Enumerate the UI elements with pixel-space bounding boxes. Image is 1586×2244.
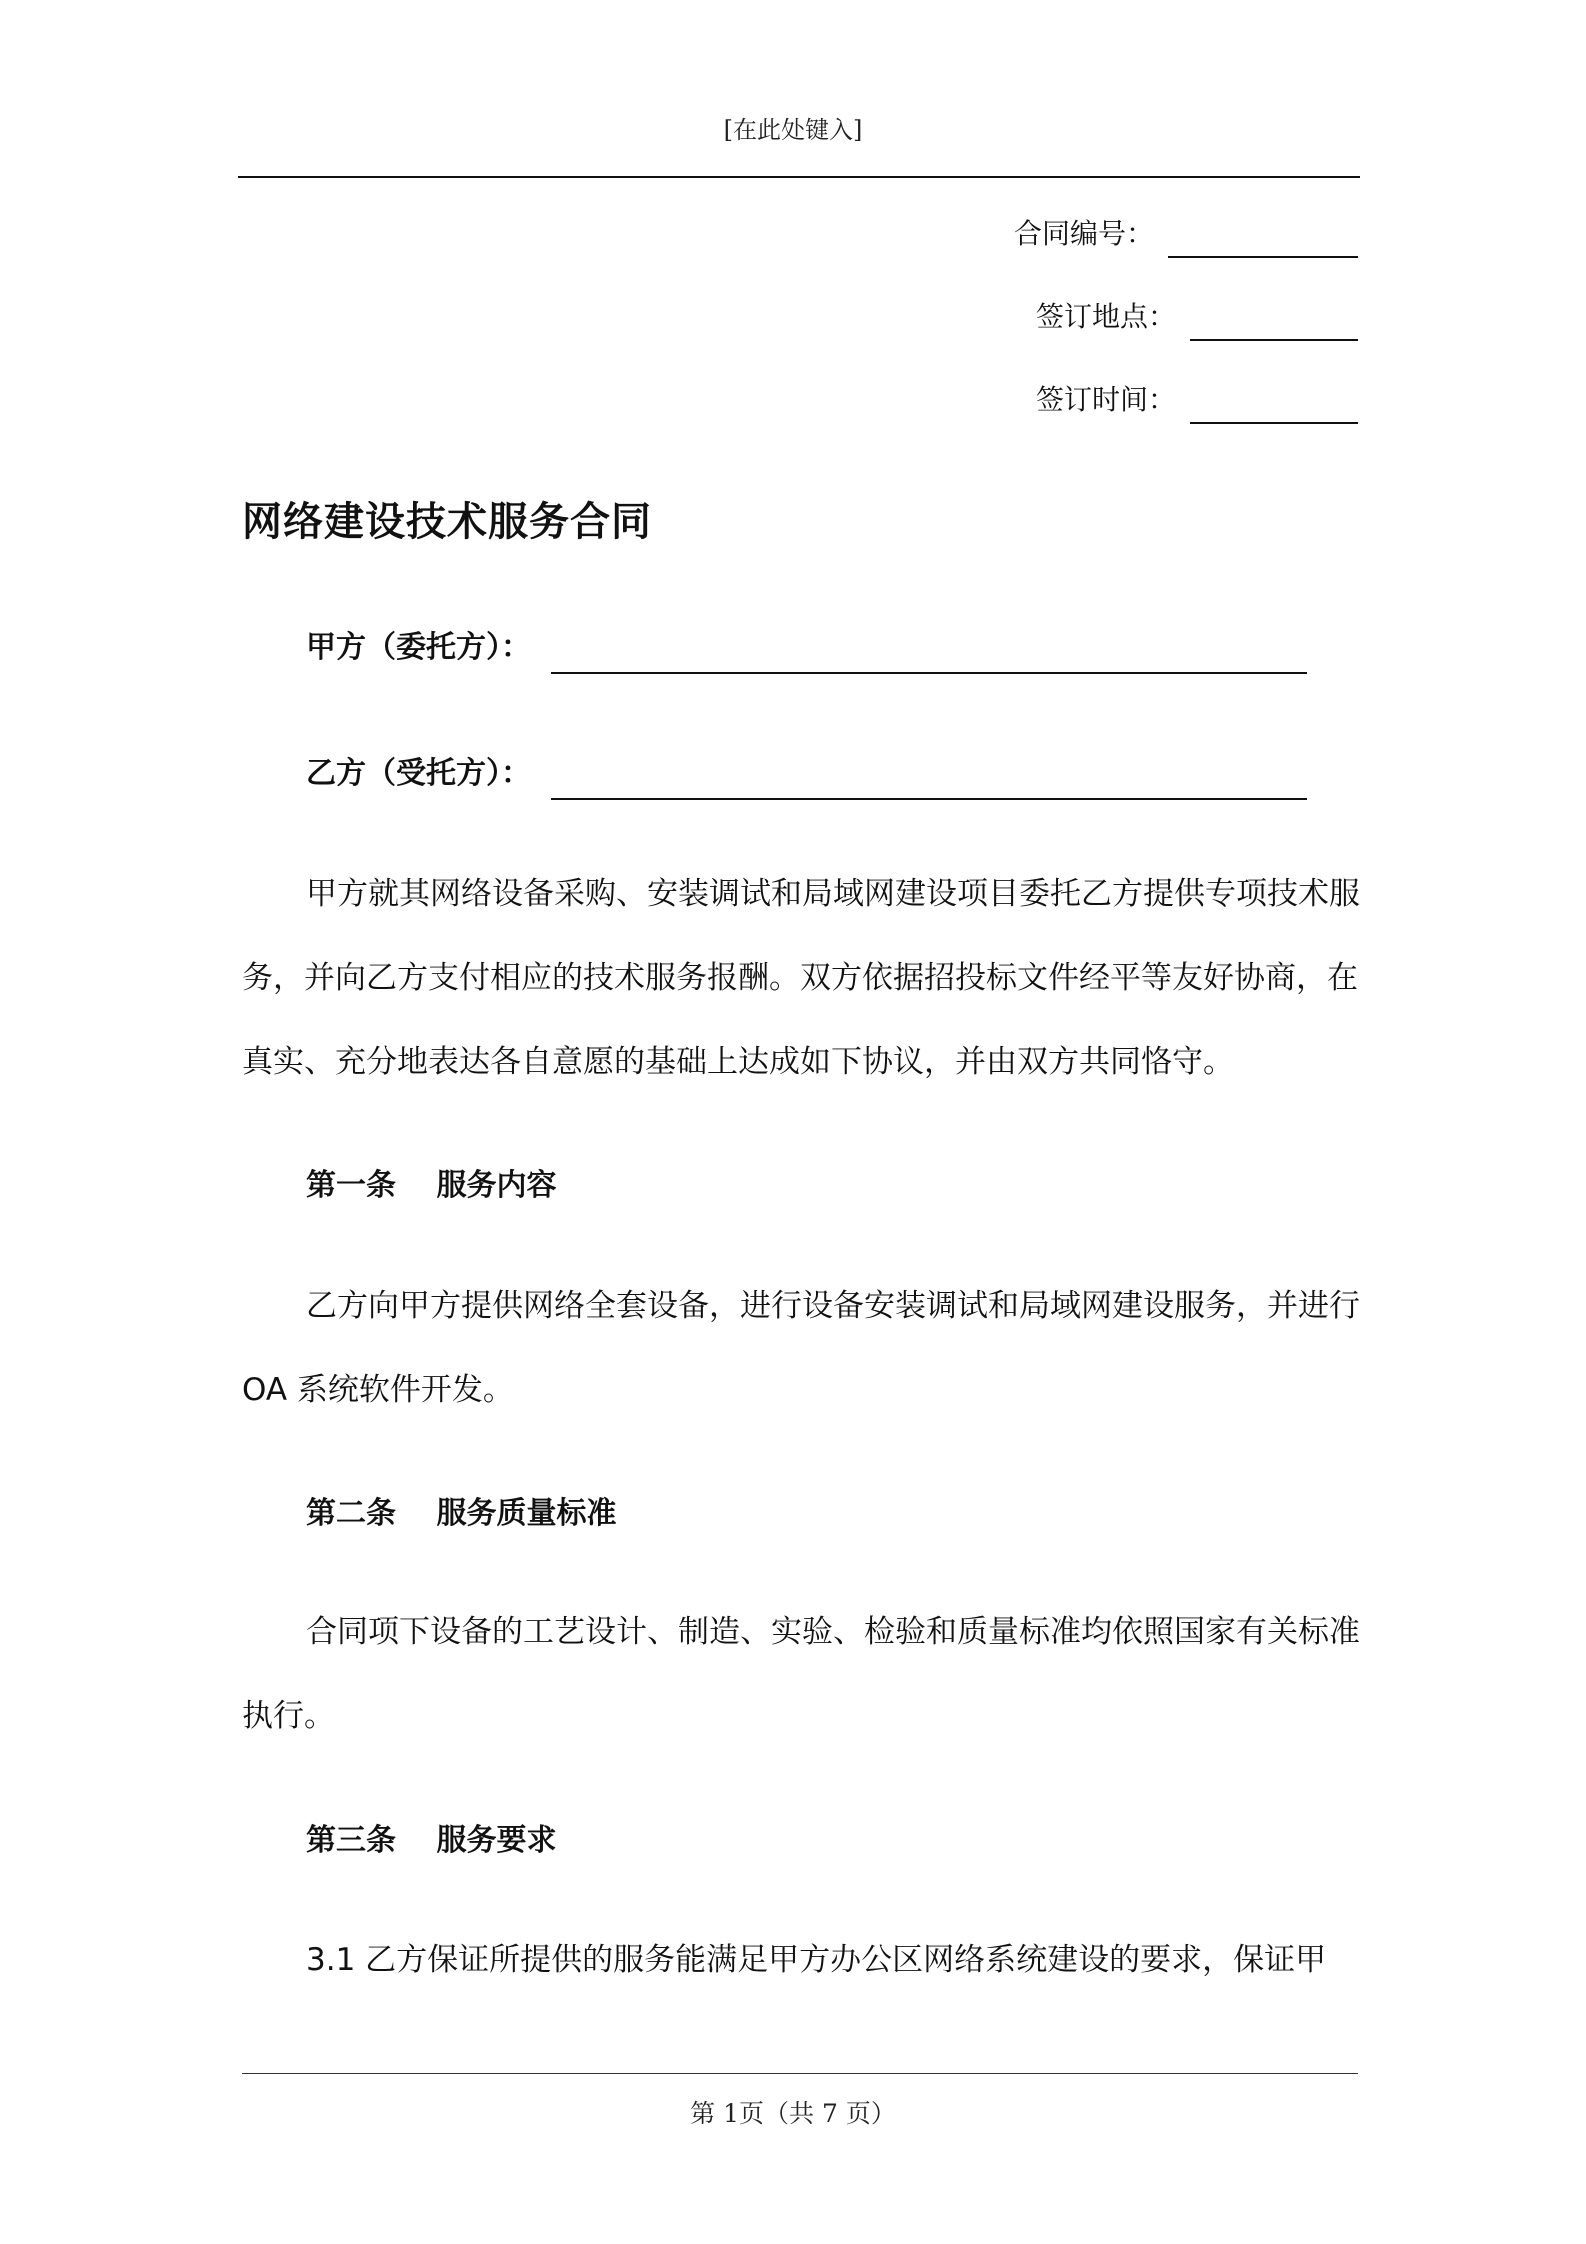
party-a-row [306,622,1307,666]
contract-number-blank [1168,256,1358,258]
party-b-blank [551,798,1307,800]
footer-divider [242,2073,1358,2074]
article-3-body: 3.1 乙方保证所提供的服务能满足甲方办公区网络系统建设的要求，保证甲 [306,1942,1327,1978]
sign-time-label: 签订时间： [1035,383,1176,416]
document-title: 网络建设技术服务合同 [242,499,652,545]
header-divider [238,176,1360,178]
article-2-body: 合同项下设备的工艺设计、制造、实验、检验和质量标准均依照国家有关标准执行。 [242,1614,1360,1734]
contract-number-label: 合同编号： [1013,217,1154,250]
sign-time-row [1036,378,1358,418]
contract-number-row [1014,212,1358,252]
party-a-label: 甲方（委托方）： [306,630,531,665]
intro-paragraph: 甲方就其网络设备采购、安装调试和局域网建设项目委托乙方提供专项技术服务，并向乙方支付相应的技术服务报酬。双方依据招投标文件经平等友好协商，在真实、充分地表达各自意愿的基础上达成如下协议，并由双方共同恪守。 [242,876,1360,1080]
party-a-blank [551,672,1307,674]
article-3-heading: 第三条 服务要求 [306,1823,557,1858]
page-number: 第 1页（共 7 页） [690,2099,896,2128]
article-2-heading: 第二条 服务质量标准 [306,1496,617,1531]
article-1-body: 乙方向甲方提供网络全套设备，进行设备安装调试和局域网建设服务，并进行 OA 系统软件开发。 [242,1288,1360,1408]
sign-place-blank [1190,339,1358,341]
sign-place-label: 签订地点： [1035,300,1176,333]
sign-place-row [1036,295,1358,335]
party-b-row [306,748,1307,792]
party-b-label: 乙方（受托方）： [306,756,531,791]
page-header: [在此处键入] [723,116,863,144]
article-1-heading: 第一条 服务内容 [306,1168,557,1203]
sign-time-blank [1190,422,1358,424]
